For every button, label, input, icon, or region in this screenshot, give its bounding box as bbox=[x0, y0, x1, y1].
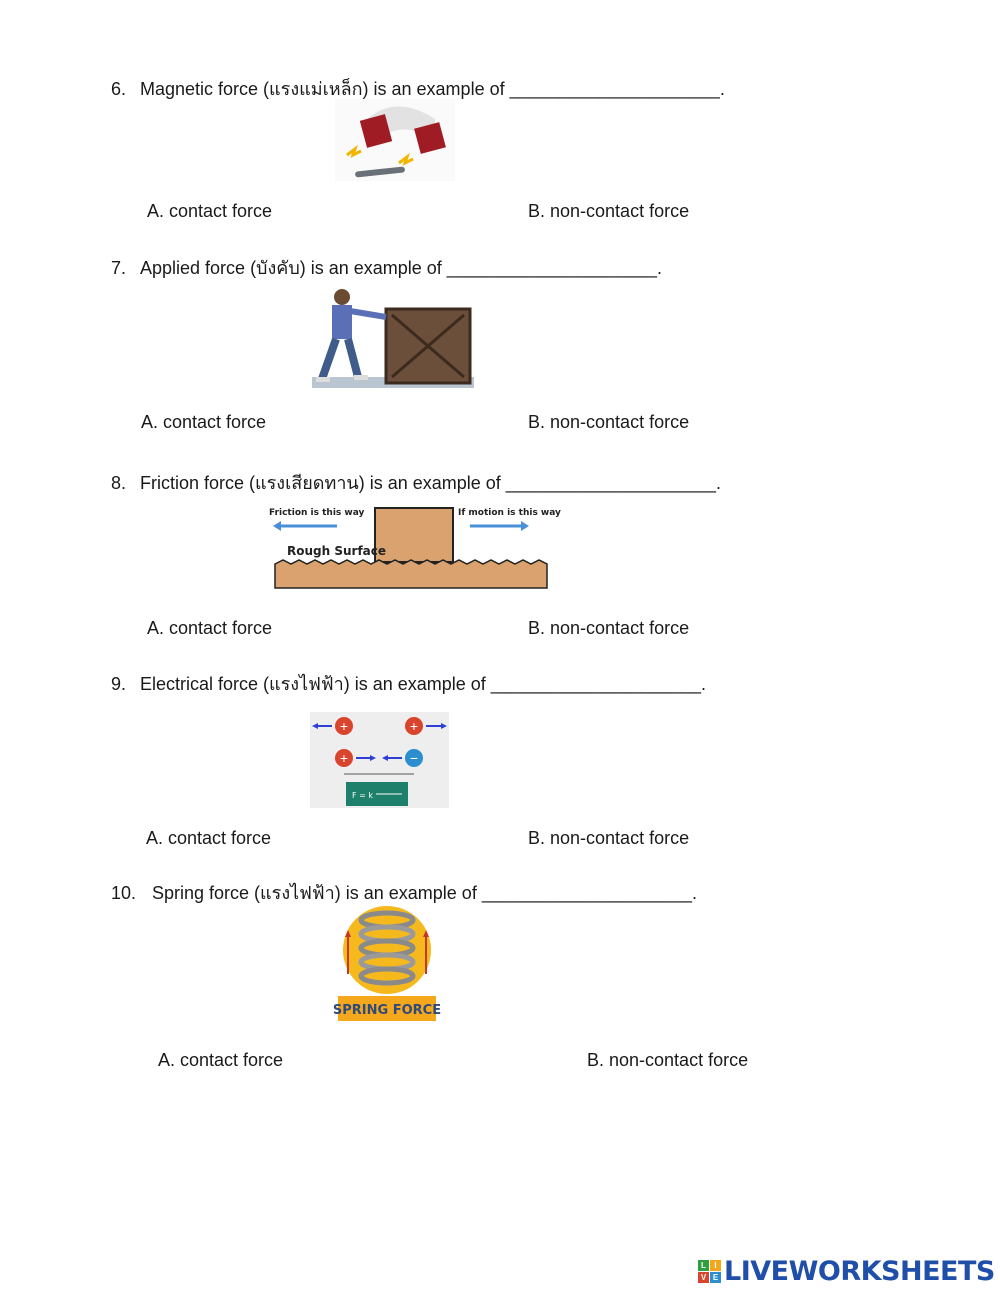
question-number: 7. bbox=[111, 258, 127, 278]
question-text: Electrical force (แรงไฟฟ้า) is an example of _____________________. bbox=[140, 674, 707, 694]
svg-text:+: + bbox=[339, 718, 349, 734]
logo-box-letter: I bbox=[710, 1260, 721, 1271]
question-9-option-b[interactable]: B. non-contact force bbox=[528, 828, 690, 848]
liveworksheets-logo bbox=[698, 1256, 995, 1287]
friction-right-label: If motion is this way bbox=[458, 508, 561, 518]
question-9 bbox=[111, 669, 706, 698]
question-number: 8. bbox=[111, 473, 127, 493]
logo-box-letter: V bbox=[698, 1272, 709, 1283]
question-8-option-b[interactable]: B. non-contact force bbox=[528, 618, 690, 638]
svg-text:+: + bbox=[409, 718, 419, 734]
friction-surface-label: Rough Surface bbox=[287, 544, 387, 558]
question-text: Friction force (แรงเสียดทาน) is an example of _____________________. bbox=[140, 473, 722, 493]
svg-text:+: + bbox=[339, 750, 349, 766]
question-text: Magnetic force (แรงแม่เหล็ก) is an example of _____________________. bbox=[140, 79, 725, 99]
question-number: 9. bbox=[111, 674, 127, 694]
magnet-image bbox=[335, 99, 455, 181]
question-7-option-b[interactable]: B. non-contact force bbox=[528, 412, 690, 432]
question-8 bbox=[111, 468, 721, 497]
svg-text:−: − bbox=[409, 750, 419, 766]
pushing-box-image bbox=[312, 279, 474, 388]
question-number: 6. bbox=[111, 79, 127, 99]
question-7 bbox=[111, 253, 662, 282]
logo-text: LIVEWORKSHEETS bbox=[724, 1256, 995, 1287]
electric-charges-image bbox=[310, 712, 449, 808]
question-10 bbox=[111, 878, 697, 907]
electric-formula: F = k bbox=[352, 791, 374, 800]
logo-box-letter: E bbox=[710, 1272, 721, 1283]
question-10-option-a[interactable]: A. contact force bbox=[158, 1050, 284, 1070]
question-6-option-a[interactable]: A. contact force bbox=[147, 201, 273, 221]
spring-label: SPRING FORCE bbox=[332, 1003, 442, 1018]
question-text: Spring force (แรงไฟฟ้า) is an example of _____________________. bbox=[152, 883, 698, 903]
friction-image bbox=[265, 502, 561, 590]
question-10-option-b[interactable]: B. non-contact force bbox=[587, 1050, 749, 1070]
question-8-option-a[interactable]: A. contact force bbox=[147, 618, 273, 638]
question-number: 10. bbox=[111, 883, 137, 903]
question-9-option-a[interactable]: A. contact force bbox=[146, 828, 272, 848]
question-6-option-b[interactable]: B. non-contact force bbox=[528, 201, 690, 221]
question-7-option-a[interactable]: A. contact force bbox=[141, 412, 267, 432]
logo-icon bbox=[698, 1260, 721, 1283]
spring-image bbox=[332, 904, 442, 1023]
logo-box-letter: L bbox=[698, 1260, 709, 1271]
friction-left-label: Friction is this way bbox=[269, 508, 365, 518]
question-text: Applied force (บังคับ) is an example of _____________________. bbox=[140, 258, 663, 278]
